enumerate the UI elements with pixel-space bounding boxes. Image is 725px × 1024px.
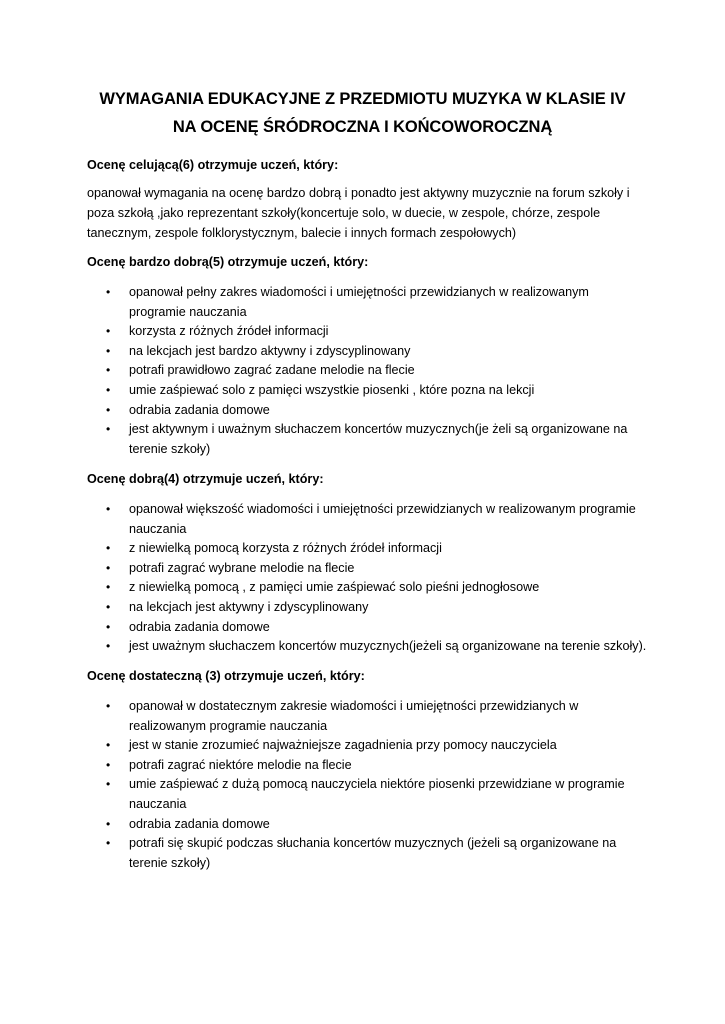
list-item bbox=[0, 381, 627, 401]
list-item-text bbox=[129, 500, 646, 539]
list-item-line: nauczania bbox=[129, 796, 187, 811]
list-item-text bbox=[129, 775, 625, 814]
document-title-line-2: NA OCENĘ ŚRÓDROCZNA I KOŃCOWOROCZNĄ bbox=[172, 118, 553, 136]
list-item-text bbox=[129, 637, 646, 657]
list-item bbox=[0, 775, 625, 814]
bullet-icon: • bbox=[106, 560, 111, 575]
list-item-text bbox=[129, 420, 627, 459]
list-item-text bbox=[129, 598, 646, 618]
list-item-line: terenie szkoły) bbox=[129, 441, 211, 456]
list-item bbox=[0, 598, 646, 618]
document-title-line-1: WYMAGANIA EDUKACYJNE Z PRZEDMIOTU MUZYKA W KLASIE IV bbox=[99, 90, 626, 108]
bullet-icon: • bbox=[106, 816, 111, 831]
list-item-line: potrafi się skupić podczas słuchania koncertów muzycznych (jeżeli są organizowane na bbox=[129, 836, 617, 851]
list-item bbox=[0, 834, 625, 873]
list-item-line: z niewielką pomocą korzysta z różnych źródeł informacji bbox=[129, 541, 442, 556]
list-item-line: jest aktywnym i uważnym słuchaczem koncertów muzycznych(je żeli są organizowane na bbox=[129, 422, 628, 437]
list-item-line: odrabia zadania domowe bbox=[129, 619, 270, 634]
list-item bbox=[0, 756, 625, 776]
list-item-text bbox=[129, 283, 627, 322]
list-item-line: potrafi prawidłowo zagrać zadane melodie na flecie bbox=[129, 363, 415, 378]
list-item-line: na lekcjach jest bardzo aktywny i zdyscyplinowany bbox=[129, 343, 411, 358]
bullet-icon: • bbox=[106, 382, 111, 397]
list-item-line: potrafi zagrać niektóre melodie na flecie bbox=[129, 757, 352, 772]
section-heading-bardzo-dobra: Ocenę bardzo dobrą(5) otrzymuje uczeń, który: bbox=[87, 255, 369, 269]
list-item-text bbox=[129, 539, 646, 559]
list-item bbox=[0, 578, 646, 598]
list-item-line: umie zaśpiewać z dużą pomocą nauczyciela niektóre piosenki przewidziane w programie bbox=[129, 777, 625, 792]
list-item-line: programie nauczania bbox=[129, 304, 247, 319]
requirements-list-bardzo-dobra bbox=[0, 283, 627, 459]
list-item-text bbox=[129, 834, 625, 873]
list-item bbox=[0, 342, 627, 362]
list-item-text bbox=[129, 381, 627, 401]
list-item bbox=[0, 736, 625, 756]
bullet-icon: • bbox=[106, 402, 111, 417]
bullet-icon: • bbox=[106, 580, 111, 595]
list-item-line: realizowanym programie nauczania bbox=[129, 718, 328, 733]
list-item-line: opanował w dostatecznym zakresie wiadomości i umiejętności przewidzianych w bbox=[129, 699, 579, 713]
list-item bbox=[0, 401, 627, 421]
bullet-icon: • bbox=[106, 757, 111, 772]
list-item bbox=[0, 420, 627, 459]
list-item-line: opanował pełny zakres wiadomości i umiejętności przewidzianych w realizowanym bbox=[129, 285, 589, 299]
bullet-icon: • bbox=[106, 343, 111, 358]
bullet-icon: • bbox=[106, 324, 111, 339]
list-item bbox=[0, 500, 646, 539]
requirements-list-dobra bbox=[0, 500, 646, 657]
list-item bbox=[0, 322, 627, 342]
bullet-icon: • bbox=[106, 541, 111, 556]
bullet-icon: • bbox=[106, 599, 111, 614]
list-item-line: odrabia zadania domowe bbox=[129, 402, 270, 417]
list-item bbox=[0, 618, 646, 638]
section-heading-dobra: Ocenę dobrą(4) otrzymuje uczeń, który: bbox=[87, 472, 324, 486]
requirements-list-dostateczna bbox=[0, 697, 625, 873]
list-item-line: umie zaśpiewać solo z pamięci wszystkie piosenki , które pozna na lekcji bbox=[129, 382, 535, 397]
section-paragraph-celujaca bbox=[87, 183, 647, 243]
paragraph-line: opanował wymagania na ocenę bardzo dobrą i ponadto jest aktywny muzycznie na forum szkoły i bbox=[87, 186, 630, 200]
bullet-icon: • bbox=[106, 639, 111, 654]
section-heading-dostateczna: Ocenę dostateczną (3) otrzymuje uczeń, który: bbox=[87, 669, 365, 683]
list-item-line: na lekcjach jest aktywny i zdyscyplinowany bbox=[129, 599, 369, 614]
list-item bbox=[0, 559, 646, 579]
section-heading-celujaca: Ocenę celującą(6) otrzymuje uczeń, który: bbox=[87, 158, 339, 172]
bullet-icon: • bbox=[106, 363, 111, 378]
list-item-text bbox=[129, 322, 627, 342]
list-item-text bbox=[129, 342, 627, 362]
list-item-line: jest w stanie zrozumieć najważniejsze zagadnienia przy pomocy nauczyciela bbox=[129, 738, 557, 753]
list-item-line: korzysta z różnych źródeł informacji bbox=[129, 324, 329, 339]
paragraph-line: poza szkołą ,jako reprezentant szkoły(koncertuje solo, w duecie, w zespole, chórze, zespole bbox=[87, 206, 601, 220]
list-item bbox=[0, 283, 627, 322]
list-item-line: z niewielką pomocą , z pamięci umie zaśpiewać solo pieśni jednogłosowe bbox=[129, 580, 540, 595]
list-item-line: terenie szkoły) bbox=[129, 855, 211, 870]
list-item-line: opanował większość wiadomości i umiejętności przewidzianych w realizowanym programie bbox=[129, 502, 636, 516]
bullet-icon: • bbox=[106, 836, 111, 851]
list-item-text bbox=[129, 697, 625, 736]
list-item bbox=[0, 361, 627, 381]
list-item-line: odrabia zadania domowe bbox=[129, 816, 270, 831]
list-item-line: nauczania bbox=[129, 521, 187, 536]
list-item bbox=[0, 637, 646, 657]
list-item-line: jest uważnym słuchaczem koncertów muzycznych(jeżeli są organizowane na terenie szkoły). bbox=[129, 639, 647, 654]
paragraph-line: tanecznym, zespole folklorystycznym, balecie i innych formach zespołowych) bbox=[87, 226, 517, 240]
list-item-line: potrafi zagrać wybrane melodie na flecie bbox=[129, 560, 355, 575]
list-item bbox=[0, 815, 625, 835]
list-item-text bbox=[129, 401, 627, 421]
list-item-text bbox=[129, 578, 646, 598]
bullet-icon: • bbox=[106, 777, 111, 792]
list-item-text bbox=[129, 559, 646, 579]
list-item-text bbox=[129, 756, 625, 776]
bullet-icon: • bbox=[106, 285, 111, 299]
list-item bbox=[0, 697, 625, 736]
bullet-icon: • bbox=[106, 422, 111, 437]
bullet-icon: • bbox=[106, 502, 111, 516]
list-item-text bbox=[129, 736, 625, 756]
list-item-text bbox=[129, 361, 627, 381]
bullet-icon: • bbox=[106, 619, 111, 634]
list-item-text bbox=[129, 815, 625, 835]
bullet-icon: • bbox=[106, 699, 111, 713]
bullet-icon: • bbox=[106, 738, 111, 753]
list-item bbox=[0, 539, 646, 559]
list-item-text bbox=[129, 618, 646, 638]
